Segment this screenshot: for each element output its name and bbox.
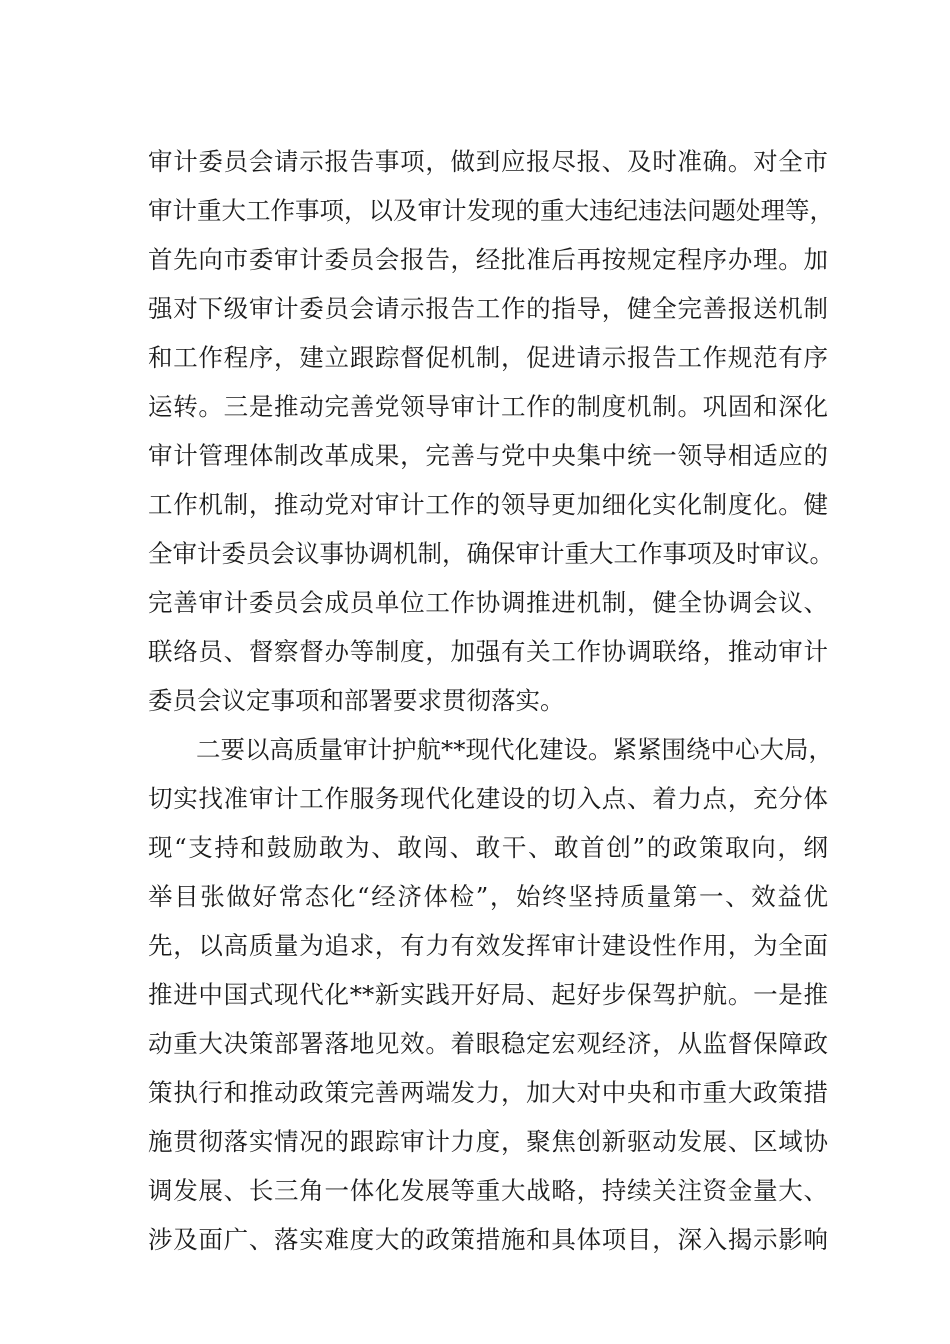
text-line: 调发展、长三角一体化发展等重大战略，持续关注资金量大、	[148, 1176, 828, 1205]
text-line: 施贯彻落实情况的跟踪审计力度，聚焦创新驱动发展、区域协	[148, 1127, 828, 1156]
text-line: 动重大决策部署落地见效。着眼稳定宏观经济，从监督保障政	[148, 1029, 828, 1058]
text-line: 强对下级审计委员会请示报告工作的指导，健全完善报送机制	[148, 294, 828, 323]
text-line: 举目张做好常态化“经济体检”，始终坚持质量第一、效益优	[148, 882, 828, 911]
text-line: 先，以高质量为追求，有力有效发挥审计建设性作用，为全面	[148, 931, 828, 960]
text-line: 审计重大工作事项，以及审计发现的重大违纪违法问题处理等，	[148, 196, 834, 225]
text-line: 推进中国式现代化**新实践开好局、起好步保驾护航。一是推	[148, 980, 828, 1009]
text-line: 完善审计委员会成员单位工作协调推进机制，健全协调会议、	[148, 588, 828, 617]
text-line: 审计委员会请示报告事项，做到应报尽报、及时准确。对全市	[148, 147, 828, 176]
text-line: 联络员、督察督办等制度，加强有关工作协调联络，推动审计	[148, 637, 828, 666]
text-line: 策执行和推动政策完善两端发力，加大对中央和市重大政策措	[148, 1078, 828, 1107]
text-line: 工作机制，推动党对审计工作的领导更加细化实化制度化。健	[148, 490, 828, 519]
text-line: 和工作程序，建立跟踪督促机制，促进请示报告工作规范有序	[148, 343, 828, 372]
text-line: 切实找准审计工作服务现代化建设的切入点、着力点，充分体	[148, 784, 828, 813]
paragraph-first-line: 二要以高质量审计护航**现代化建设。紧紧围绕中心大局，	[196, 735, 833, 764]
text-line: 现“支持和鼓励敢为、敢闯、敢干、敢首创”的政策取向，纲	[148, 833, 828, 862]
text-line: 涉及面广、落实难度大的政策措施和具体项目，深入揭示影响	[148, 1225, 828, 1254]
text-line: 运转。三是推动完善党领导审计工作的制度机制。巩固和深化	[148, 392, 828, 421]
text-line: 首先向市委审计委员会报告，经批准后再按规定程序办理。加	[148, 245, 828, 274]
paragraph-end-line: 委员会议定事项和部署要求贯彻落实。	[148, 686, 565, 715]
text-line: 审计管理体制改革成果，完善与党中央集中统一领导相适应的	[148, 441, 828, 470]
text-line: 全审计委员会议事协调机制，确保审计重大工作事项及时审议。	[148, 539, 834, 568]
